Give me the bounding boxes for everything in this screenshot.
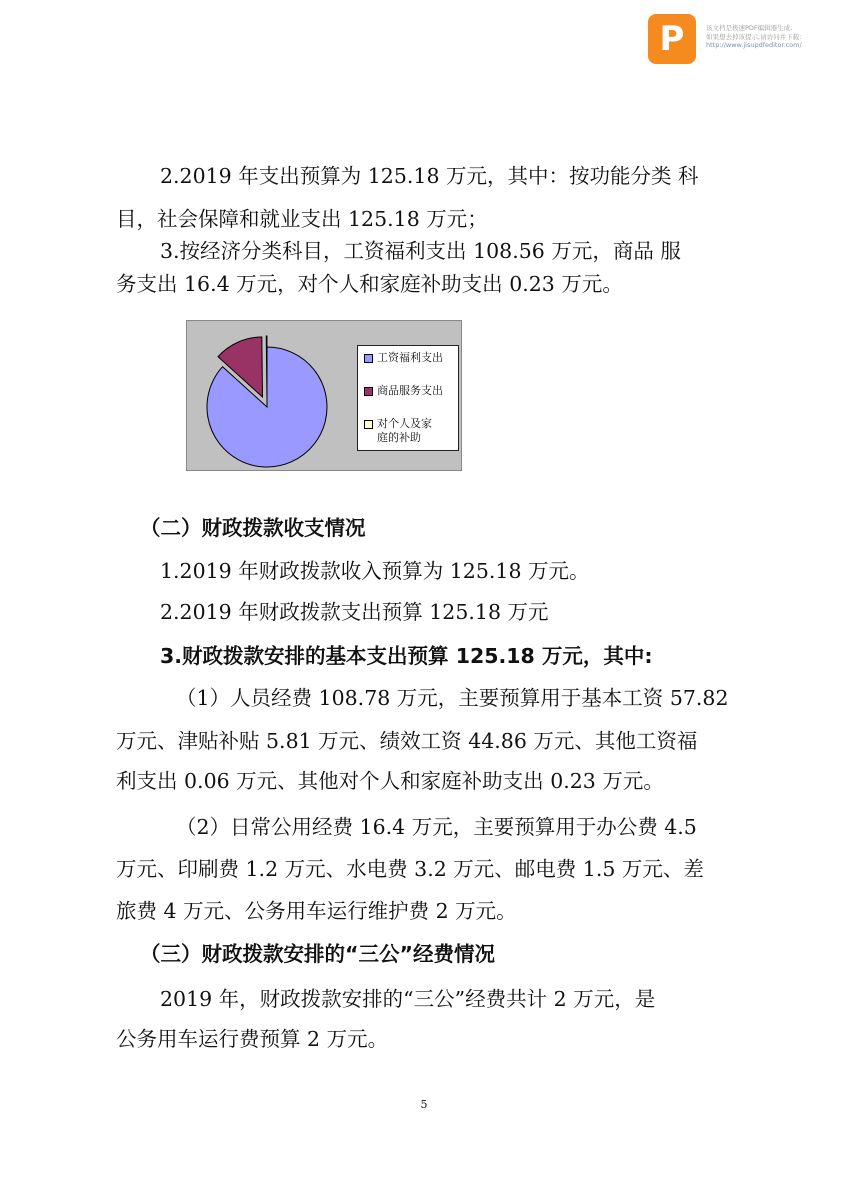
legend-swatch-goods-services [364,387,373,396]
paragraph-three-public-line-1: 2019 年，财政拨款安排的“三公”经费共计 2 万元，是 [160,987,656,1011]
paragraph-fiscal-income: 1.2019 年财政拨款收入预算为 125.18 万元。 [160,559,590,583]
legend-label-salary: 工资福利支出 [377,351,443,364]
paragraph-public-funds-line-2: 万元、印刷费 1.2 万元、水电费 3.2 万元、邮电费 1.5 万元、差 [116,857,704,881]
paragraph-basic-expenditure: 3.财政拨款安排的基本支出预算 125.18 万元，其中: [160,644,653,668]
paragraph-three-public-line-2: 公务用车运行费预算 2 万元。 [116,1027,389,1051]
paragraph-expenditure-budget-line-1: 2.2019 年支出预算为 125.18 万元，其中：按功能分类 科 [160,164,699,188]
legend-swatch-personal-subsidy [364,420,373,429]
legend-label-goods-services: 商品服务支出 [377,384,443,397]
legend-item-personal-subsidy [364,417,440,445]
paragraph-personnel-line-1: （1）人员经费 108.78 万元，主要预算用于基本工资 57.82 [176,686,729,710]
legend-label-personal-subsidy: 对个人及家庭的补助 [377,417,432,444]
paragraph-expenditure-budget-line-2: 目，社会保障和就业支出 125.18 万元； [116,207,488,231]
paragraph-public-funds-line-3: 旅费 4 万元、公务用车运行维护费 2 万元。 [116,899,517,923]
chart-legend [357,345,459,451]
paragraph-economic-class-line-2: 务支出 16.4 万元，对个人和家庭补助支出 0.23 万元。 [116,272,623,296]
pie-slice-personal-subsidy [266,336,267,396]
paragraph-personnel-line-2: 万元、津贴补贴 5.81 万元、绩效工资 44.86 万元、其他工资福 [116,729,698,753]
page-number: 5 [420,1098,428,1111]
section-heading-fiscal-allocation: （二）财政拨款收支情况 [140,516,366,540]
watermark-line-1: 该文档是极速PDF编辑器生成, [706,24,793,32]
legend-item-goods-services [364,384,443,398]
legend-swatch-salary [364,354,373,363]
watermark-line-2: 如果想去掉该提示,请访问并下载: [706,32,802,41]
watermark-notice [706,24,802,50]
paragraph-economic-class-line-1: 3.按经济分类科目，工资福利支出 108.56 万元，商品 服 [160,239,681,263]
watermark-link[interactable]: http://www.jisupdfeditor.com/ [706,41,802,49]
paragraph-public-funds-line-1: （2）日常公用经费 16.4 万元，主要预算用于办公费 4.5 [176,815,697,839]
paragraph-fiscal-expenditure: 2.2019 年财政拨款支出预算 125.18 万元 [160,600,549,624]
pdf-editor-logo-icon: P [648,14,696,64]
section-heading-three-public: （三）财政拨款安排的“三公”经费情况 [140,942,495,966]
legend-item-salary [364,351,443,365]
paragraph-personnel-line-3: 利支出 0.06 万元、其他对个人和家庭补助支出 0.23 万元。 [116,769,664,793]
